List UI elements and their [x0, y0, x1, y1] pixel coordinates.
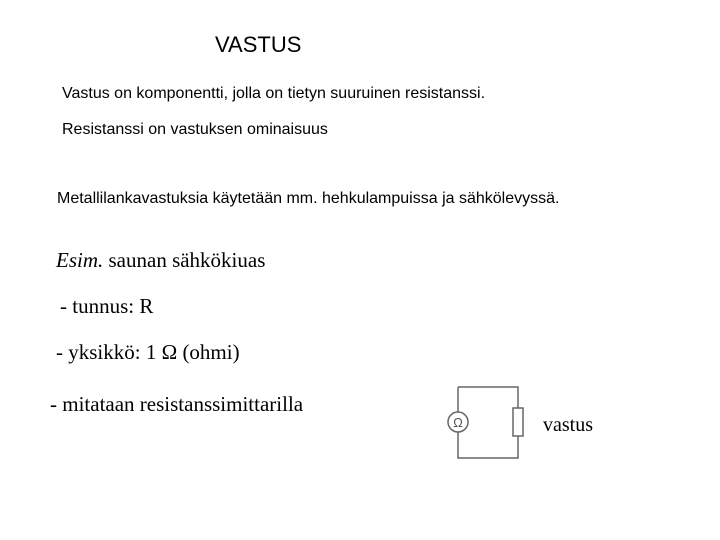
resistor-label: vastus	[543, 414, 593, 436]
resistor-icon	[513, 408, 523, 436]
unit-bullet: - yksikkö: 1 Ω (ohmi)	[56, 340, 240, 364]
definition-text: Vastus on komponentti, jolla on tietyn suuruinen resistanssi.	[62, 85, 486, 102]
symbol-bullet: - tunnus: R	[60, 294, 154, 318]
slide-title: VASTUS	[215, 32, 302, 57]
usage-text: Metallilankavastuksia käytetään mm. hehkulampuissa ja sähkölevyssä.	[57, 190, 560, 207]
example-prefix: Esim.	[56, 248, 104, 272]
measurement-bullet: - mitataan resistanssimittarilla	[50, 392, 304, 416]
ohmmeter-symbol: Ω	[453, 415, 463, 430]
circuit-bottom-wire	[458, 432, 518, 458]
circuit-diagram	[440, 382, 540, 466]
circuit-top-wire	[458, 387, 518, 408]
example-line	[56, 250, 265, 271]
property-text: Resistanssi on vastuksen ominaisuus	[62, 121, 328, 138]
example-text: saunan sähkökiuas	[103, 248, 266, 272]
